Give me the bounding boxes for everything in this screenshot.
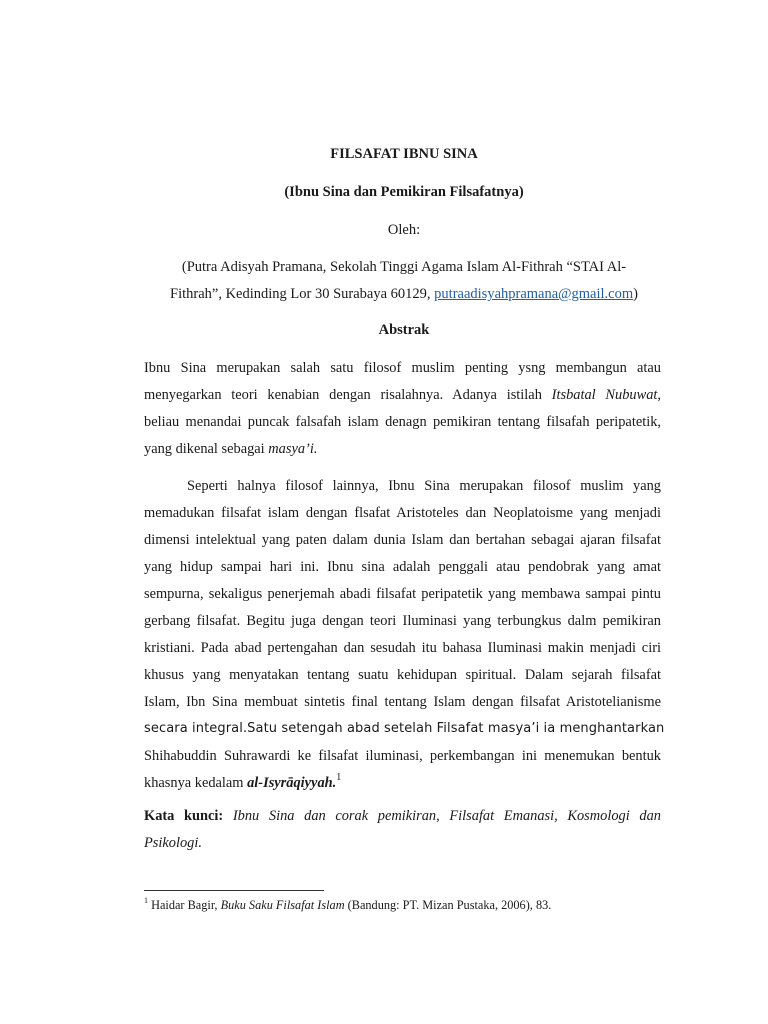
author-affiliation-line1: (Putra Adisyah Pramana, Sekolah Tinggi Agama Islam Al-Fithrah “STAI Al- <box>181 259 627 275</box>
paper-subtitle: (Ibnu Sina dan Pemikiran Filsafatnya) <box>284 184 524 200</box>
text-line <box>144 385 661 405</box>
text-line: sempurna, sekaligus penerjemah abadi filsafat peripatetik yang membawa sampai pintu <box>144 586 661 602</box>
paper-title: FILSAFAT IBNU SINA <box>330 146 478 162</box>
affiliation-close-paren: ) <box>633 286 638 302</box>
italic-term: Itsbatal Nubuwat, <box>551 387 661 403</box>
affiliation-address: Fithrah”, Kedinding Lor 30 Surabaya 60129, <box>170 286 435 302</box>
footnote-number: 1 <box>144 895 148 905</box>
footnote-publication: (Bandung: PT. Mizan Pustaka, 2006), 83. <box>344 898 552 912</box>
footnote-divider <box>144 890 324 891</box>
text-line: secara integral.Satu setengah abad setelah Filsafat masya’i ia menghantarkan <box>144 721 665 736</box>
text-line <box>144 833 661 853</box>
author-email-link[interactable]: putraadisyahpramana@gmail.com <box>434 286 634 302</box>
text-line <box>144 806 661 826</box>
footnote-book-title: Buku Saku Filsafat Islam <box>220 898 345 912</box>
text-line: Seperti halnya filosof lainnya, Ibnu Sina merupakan filosof muslim yang <box>187 478 661 494</box>
text-line <box>144 773 661 793</box>
abstract-heading: Abstrak <box>378 322 430 338</box>
keywords-label: Kata kunci: <box>144 808 224 824</box>
text-line: beliau menandai puncak falsafah islam denagn pemikiran tentang filsafah peripatetik, <box>144 414 661 430</box>
keywords-list: Ibnu Sina dan corak pemikiran, Filsafat Emanasi, Kosmologi dan <box>223 808 661 824</box>
footnote-author: Haidar Bagir, <box>148 898 221 912</box>
text-line: khusus yang menyatakan tentang suatu kehidupan spiritual. Dalam sejarah filsafat <box>144 667 661 683</box>
text-line: Shihabuddin Suhrawardi ke filsafat iluminasi, perkembangan ini menemukan bentuk <box>144 748 661 764</box>
text-line: dimensi intelektual yang paten dalam dunia Islam dan bertahan sebagai ajaran filsafat <box>144 532 661 548</box>
text-span: yang dikenal sebagai <box>144 441 269 457</box>
text-line: gerbang filsafat. Begitu juga dengan teori Iluminasi yang terbungkus dalm pemikiran <box>144 613 661 629</box>
transliterated-term: al-Isyrāqiyyah. <box>247 775 337 791</box>
text-span: khasnya kedalam <box>144 775 248 791</box>
author-affiliation-line2 <box>0 286 768 303</box>
text-line: Islam, Ibn Sina membuat sintetis final tentang Islam dengan filsafat Aristotelianisme <box>144 694 661 710</box>
text-line: kristiani. Pada abad pertengahan dan sesudah itu bahasa Iluminasi makin menjadi ciri <box>144 640 661 656</box>
keywords-list-cont: Psikologi. <box>144 835 202 851</box>
italic-term: masya’i. <box>268 441 318 457</box>
text-line: Ibnu Sina merupakan salah satu filosof muslim penting ysng membangun atau <box>144 360 661 376</box>
text-line: yang hidup sampai hari ini. Ibnu sina adalah penggali atau pendobrak yang amat <box>144 559 661 575</box>
byline: Oleh: <box>387 222 421 238</box>
text-line <box>144 439 661 459</box>
footnote <box>144 895 552 913</box>
text-line: memadukan filsafat islam dengan flsafat Aristoteles dan Neoplatoisme yang menjadi <box>144 505 661 521</box>
footnote-reference[interactable]: 1 <box>336 772 342 784</box>
text-span: menyegarkan teori kenabian dengan risalahnya. Adanya istilah <box>144 387 552 403</box>
